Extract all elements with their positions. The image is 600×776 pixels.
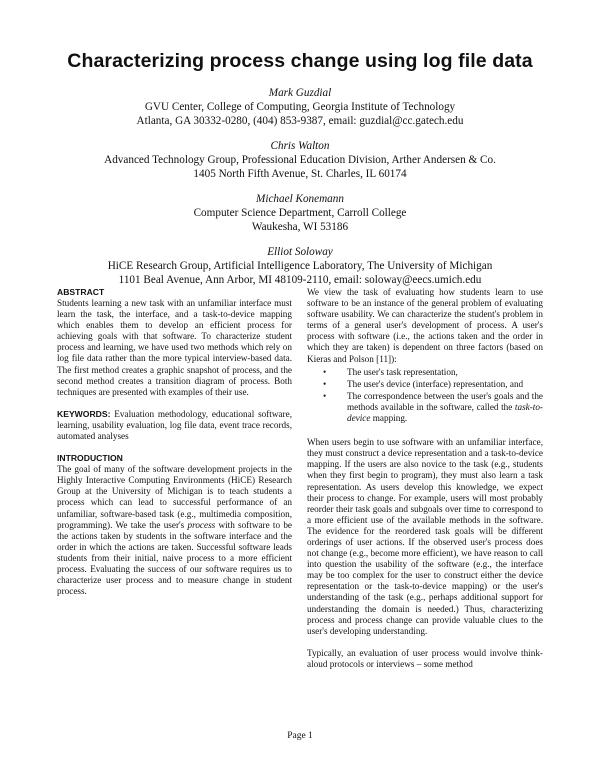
list-item: • The user's task representation,	[347, 367, 543, 378]
author-name: Mark Guzdial	[268, 87, 332, 99]
keywords-paragraph	[57, 409, 292, 442]
intro-emphasis: process	[187, 519, 216, 530]
abstract-heading: ABSTRACT	[57, 287, 105, 297]
author-address: 1405 North Fifth Avenue, St. Charles, IL 60174	[193, 168, 407, 180]
author-entry	[40, 192, 560, 234]
author-block	[40, 86, 560, 298]
intro-text-part: with software to be the actions taken by students in the software interface and the order in which the actions are taken. Successful software leads students from their initial, naive process to a more efficient process. Evaluating the success of our software requires us to characterize user process and to measure change in student process.	[57, 519, 292, 597]
left-column	[57, 287, 292, 597]
author-entry	[40, 139, 560, 181]
author-name: Michael Konemann	[256, 193, 344, 205]
author-name: Chris Walton	[270, 140, 330, 152]
author-affiliation: Computer Science Department, Carroll College	[193, 207, 407, 219]
introduction-heading: INTRODUCTION	[57, 453, 123, 464]
body-paragraph: When users begin to use software with an unfamiliar interface, they must construct a device representation and a task-to-device mapping. If the users are also novice to the task (e.g., students when they first begin to program), they must also learn a task representation. As users develop this knowledge, we expect their process to change. For example, users will most probably reorder their task goals and subgoals over time to correspond to a more efficient use of the available methods in the software. The evidence for the reordered task goals will be different orderings of user actions. If the observed user's process does not change (e.g., become more efficient), we have reason to call into question the usability of the software (e.g., the interface may be too complex for the user to construct either the device representation or the task-to-device mapping) or the user's understanding of the task (e.g., perhaps additional support for understanding the domain is needed.) Thus, characterizing process and process change can provide valuable clues to the user's developing understanding.	[307, 437, 543, 636]
author-address: Atlanta, GA 30332-0280, (404) 853-9387, email: guzdial@cc.gatech.edu	[136, 115, 464, 127]
body-paragraph: We view the task of evaluating how students learn to use software to be an instance of the general problem of evaluating software usability. We can characterize the student's problem in terms of a general user's development of process. A user's process with software (i.e., the actions taken and the order in which they are taken) is dependent on three factors (based on Kieras and Polson [11]):	[307, 287, 543, 364]
author-entry	[40, 86, 560, 128]
author-entry	[40, 245, 560, 287]
paper-title: Characterizing process change using log file data	[67, 50, 533, 72]
author-name: Elliot Soloway	[267, 246, 333, 258]
factor-list	[307, 367, 543, 424]
right-column	[307, 287, 543, 670]
intro-text-part: The goal of many of the software development projects in the Highly Interactive Computing Environments (HiCE) Research Group at the University of Michigan is to teach students a process which can lead to successful performance of an unfamiliar, software-based task (e.g., multimedia composition, programming). We take the user's	[57, 464, 292, 530]
list-item-emphasis: task-to-device	[347, 401, 543, 424]
list-item-text: mapping.	[370, 413, 408, 424]
page-number: Page 1	[287, 731, 313, 741]
introduction-text	[57, 464, 292, 597]
list-item-text: The correspondence between the user's goals and the methods available in the software, called the	[347, 390, 543, 412]
body-paragraph: Typically, an evaluation of user process would involve think-aloud protocols or interviews – some method	[307, 647, 543, 669]
keywords-text: Evaluation methodology, educational software, learning, usability evaluation, log file data, event trace records, automated analyses	[57, 408, 292, 442]
list-item	[347, 391, 543, 424]
keywords-label: KEYWORDS:	[57, 408, 111, 419]
author-affiliation: HiCE Research Group, Artificial Intelligence Laboratory, The University of Michigan	[107, 260, 493, 272]
author-address: Waukesha, WI 53186	[251, 221, 349, 233]
author-affiliation: GVU Center, College of Computing, Georgia Institute of Technology	[144, 101, 456, 113]
list-item: • The user's device (interface) representation, and	[347, 379, 543, 390]
abstract-text: Students learning a new task with an unfamiliar interface must learn the task, the interface, and a task-to-device mapping which enables them to develop an efficient process for achieving goals with that software. To characterize student process and learning, we have used two methods which rely on log file data rather than the more typical interview-based data. The first method creates a graphic snapshot of process, and the second method creates a transition diagram of process. Both techniques are presented with examples of their use.	[57, 298, 292, 397]
author-affiliation: Advanced Technology Group, Professional Education Division, Arther Andersen & Co.	[104, 154, 496, 166]
author-address: 1101 Beal Avenue, Ann Arbor, MI 48109-2110, email: soloway@eecs.umich.edu	[118, 274, 482, 286]
